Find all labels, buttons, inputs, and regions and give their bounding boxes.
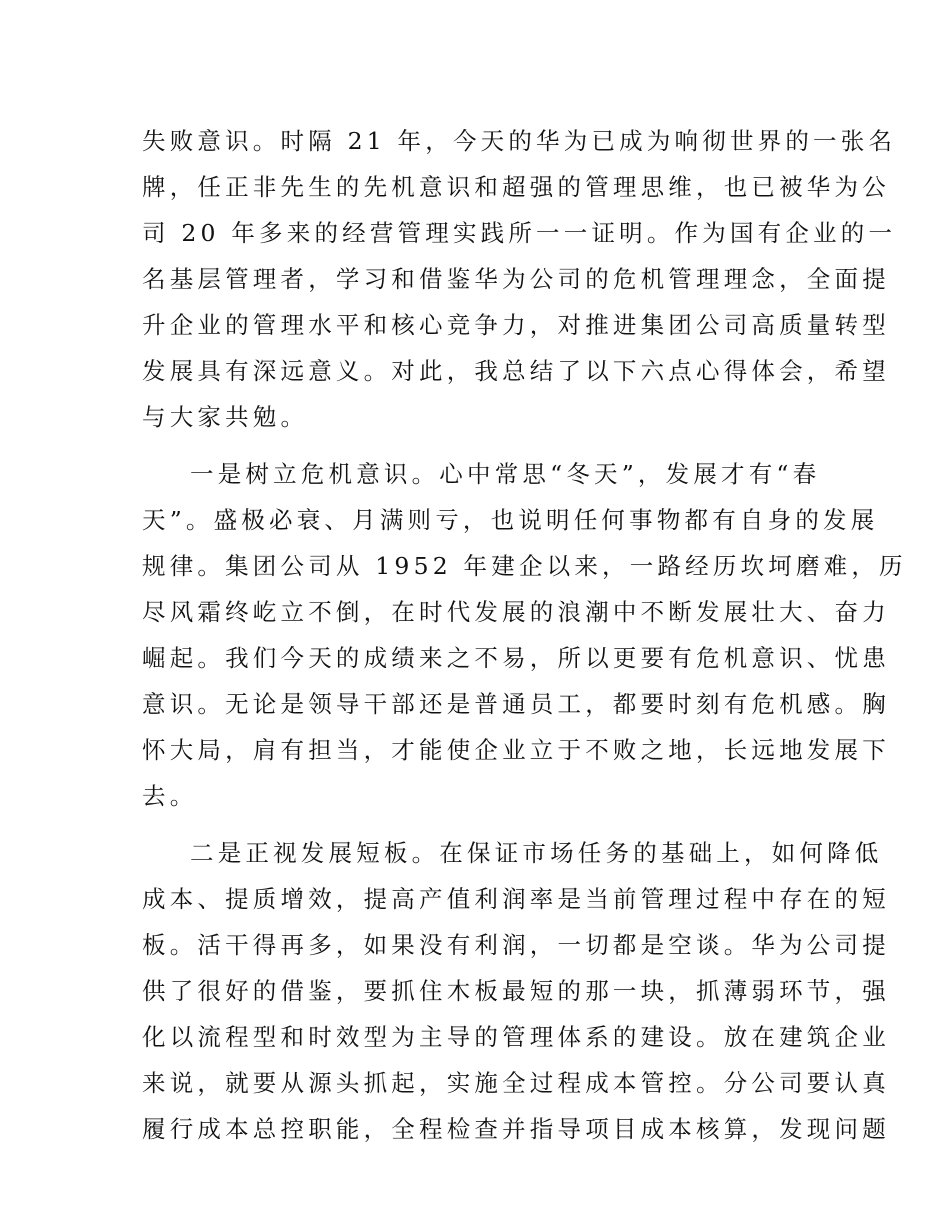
text-line: 与大家共勉。 [142,403,309,431]
text-line: 名基层管理者，学习和借鉴华为公司的危机管理理念，全面提 [142,265,890,293]
text-line: 崛起。我们今天的成绩来之不易，所以更要有危机意识、忧患 [142,644,890,672]
text-line: 二是正视发展短板。在保证市场任务的基础上，如何降低 [190,839,883,867]
paragraph-short-boards [142,830,890,1152]
text-line: 一是树立危机意识。心中常思“冬天”，发展才有“春 [190,460,821,488]
text-line: 牌，任正非先生的先机意识和超强的管理思维，也已被华为公 [142,173,890,201]
text-line: 升企业的管理水平和核心竞争力，对推进集团公司高质量转型 [142,311,890,339]
text-line: 规律。集团公司从 1952 年建企以来，一路经历坎坷磨难，历 [142,552,907,580]
text-line: 履行成本总控职能，全程检查并指导项目成本核算，发现问题 [142,1115,890,1143]
text-line: 供了很好的借鉴，要抓住木板最短的那一块，抓薄弱环节，强 [142,977,890,1005]
paragraph-intro [142,118,897,440]
text-line: 司 20 年多来的经营管理实践所一一证明。作为国有企业的一 [142,219,897,247]
text-line: 化以流程型和时效型为主导的管理体系的建设。放在建筑企业 [142,1023,890,1051]
text-line: 尽风霜终屹立不倒，在时代发展的浪潮中不断发展壮大、奋力 [142,598,890,626]
text-line: 去。 [142,782,198,810]
text-line: 板。活干得再多，如果没有利润，一切都是空谈。华为公司提 [142,931,890,959]
text-line: 意识。无论是领导干部还是普通员工，都要时刻有危机感。胸 [142,690,890,718]
text-line: 天”。盛极必衰、月满则亏，也说明任何事物都有自身的发展 [142,506,879,534]
paragraph-crisis-awareness [142,451,907,819]
text-line: 失败意识。时隔 21 年，今天的华为已成为响彻世界的一张名 [142,127,897,155]
text-line: 来说，就要从源头抓起，实施全过程成本管控。分公司要认真 [142,1069,890,1097]
text-line: 发展具有深远意义。对此，我总结了以下六点心得体会，希望 [142,357,890,385]
text-line: 成本、提质增效，提高产值利润率是当前管理过程中存在的短 [142,885,890,913]
text-line: 怀大局，肩有担当，才能使企业立于不败之地，长远地发展下 [142,736,890,764]
document-body [142,118,907,1163]
